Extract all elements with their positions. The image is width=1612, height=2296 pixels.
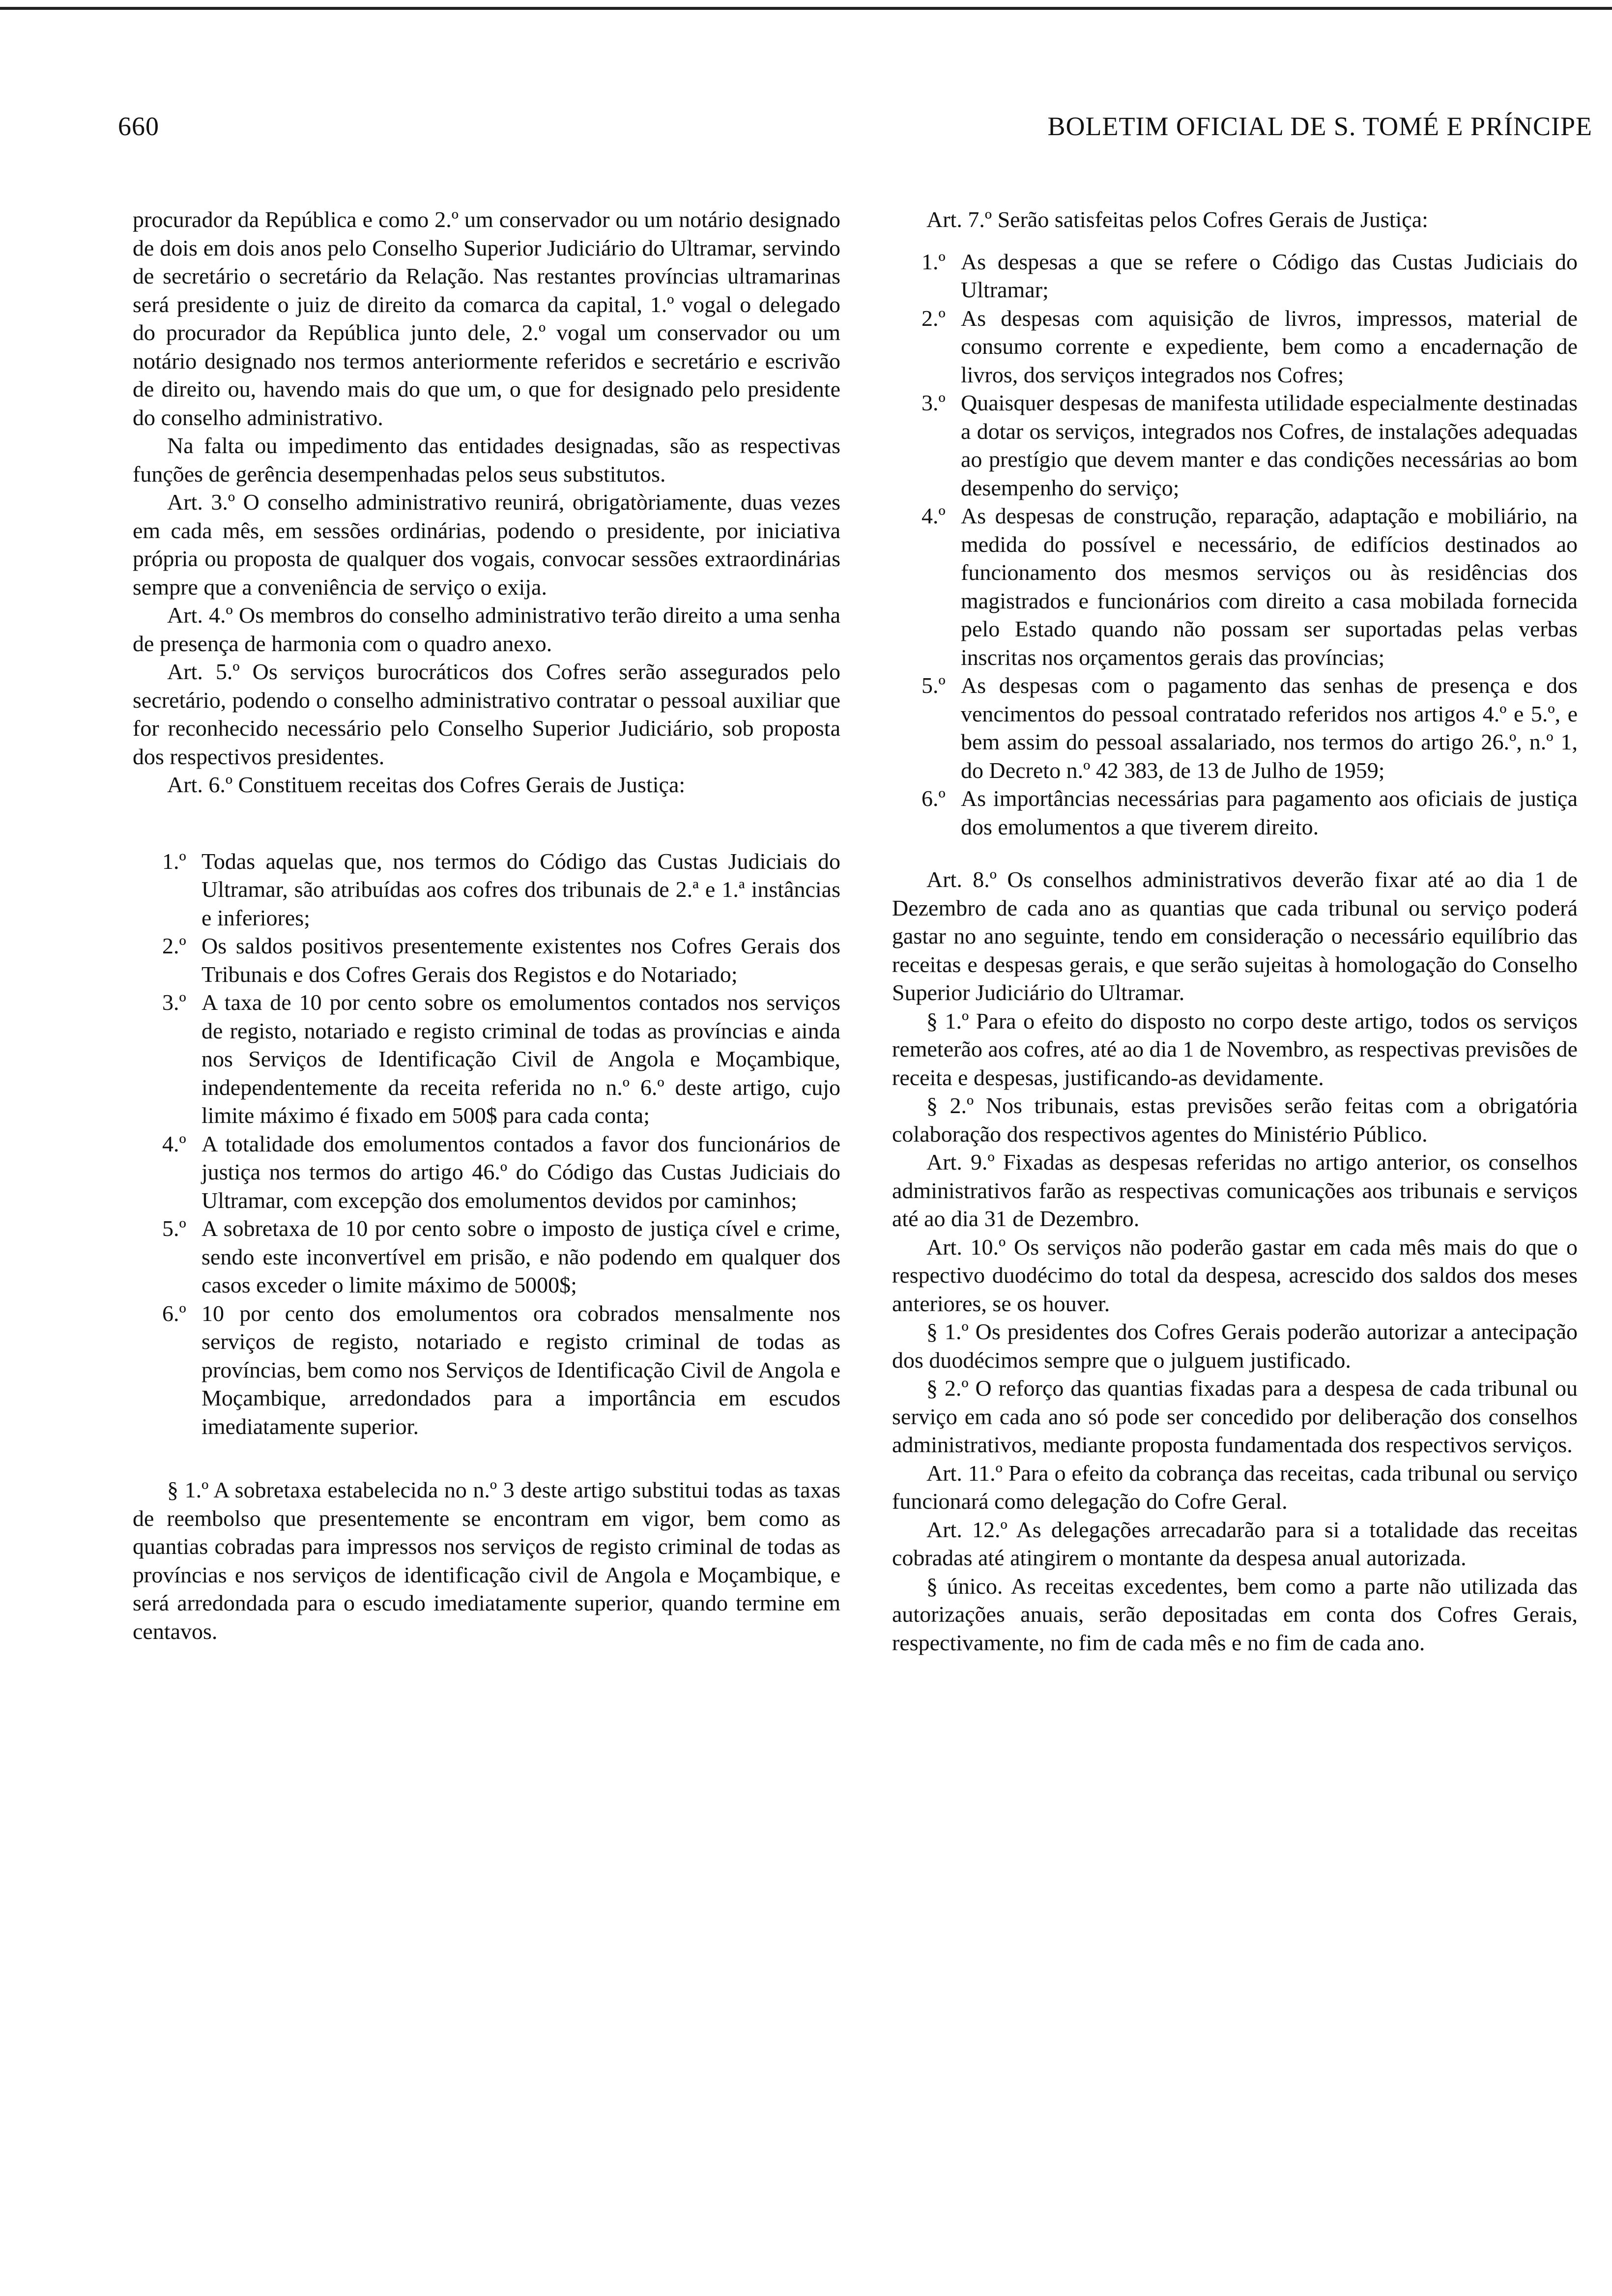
article-5: Art. 5.º Os serviços burocráticos dos Cofres serão assegurados pelo secretário, podendo o conselho administrativo contratar o pessoal auxiliar que for reconhecido necessário pelo Conselho Superior Judiciário, sob proposta dos respectivos presidentes. xyxy=(133,659,840,769)
article-10-paragraph-2: § 2.º O reforço das quantias fixadas para a despesa de cada tribunal ou serviço em cada ano só pode ser concedido por deliberação dos conselhos administrativos, mediante proposta fundamentada dos respectivos serviços. xyxy=(892,1376,1578,1457)
item-text: As despesas de construção, reparação, adaptação e mobiliário, na medida do possível e necessário, de edifícios destinados ao funcionamento dos mesmos serviços ou às residências dos magistrados e funcionários com direito a casa mobilada fornecida pelo Estado quando não possam ser suportadas pelas verbas inscritas nos orçamentos gerais das províncias; xyxy=(961,503,1578,670)
item-number: 6.º xyxy=(921,786,946,811)
article-6-paragraph-1: § 1.º A sobretaxa estabelecida no n.º 3 deste artigo substitui todas as taxas de reembolso que presentemente se encontram em vigor, bem como as quantias cobradas para impressos nos serviços de registo criminal de todas as províncias e nos serviços de identificação civil de Angola e Moçambique, e será arredondada para o escudo imediatamente superior, quando termine em centavos. xyxy=(133,1477,840,1644)
item-text: Quaisquer despesas de manifesta utilidade especialmente destinadas a dotar os serviços, integrados nos Cofres, de instalações adequadas ao prestígio que devem manter e das condições necessárias ao bom desempenho do serviço; xyxy=(961,390,1578,500)
item-number: 5.º xyxy=(921,673,946,698)
article-8: Art. 8.º Os conselhos administrativos deverão fixar até ao dia 1 de Dezembro de cada ano as quantias que cada tribunal ou serviço poderá gastar no ano seguinte, tendo em consideração o necessário equilíbrio das receitas e despesas gerais, e que serão sujeitas à homologação do Conselho Superior Judiciário do Ultramar. xyxy=(892,867,1578,1005)
article-12: Art. 12.º As delegações arrecadarão para si a totalidade das receitas cobradas até atingirem o montante da despesa anual autorizada. xyxy=(892,1517,1578,1570)
list-item xyxy=(892,389,1578,502)
list-item xyxy=(892,248,1578,304)
page-header xyxy=(118,111,1592,150)
article-7: Art. 7.º Serão satisfeitas pelos Cofres Gerais de Justiça: xyxy=(926,207,1428,232)
item-text: A taxa de 10 por cento sobre os emolumentos contados nos serviços de registo, notariado e registo criminal de todas as províncias e ainda nos Serviços de Identificação Civil de Angola e Moçambique, independentemente da receita referida no n.º 6.º deste artigo, cujo limite máximo é fixado em 500$ para cada conta; xyxy=(202,990,840,1128)
item-number: 4.º xyxy=(921,503,946,528)
item-text: A totalidade dos emolumentos contados a favor dos funcionários de justiça nos termos do artigo 46.º do Código das Custas Judiciais do Ultramar, com excepção dos emolumentos devidos por caminhos; xyxy=(202,1131,840,1213)
item-text: 10 por cento dos emolumentos ora cobrados mensalmente nos serviços de registo, notariado e registo criminal de todas as províncias, bem como nos Serviços de Identificação Civil de Angola e Moçambique, arredondados para a importância em escudos imediatamente superior. xyxy=(202,1300,840,1439)
item-text: As despesas a que se refere o Código das Custas Judiciais do Ultramar; xyxy=(961,249,1578,302)
item-number: 2.º xyxy=(162,933,186,958)
item-text: As importâncias necessárias para pagamento aos oficiais de justiça dos emolumentos a que tiverem direito. xyxy=(961,786,1578,839)
article-3: Art. 3.º O conselho administrativo reunirá, obrigatòriamente, duas vezes em cada mês, em sessões ordinárias, podendo o presidente, por iniciativa própria ou proposta de qualquer dos vogais, convocar sessões extraordinárias sempre que a conveniência de serviço o exija. xyxy=(133,489,840,600)
paragraph-substitutes: Na falta ou impedimento das entidades designadas, são as respectivas funções de gerência desempenhadas pelos seus substitutos. xyxy=(133,433,840,487)
list-item xyxy=(892,671,1578,784)
item-text: As despesas com o pagamento das senhas de presença e dos vencimentos do pessoal contratado referidos nos artigos 4.º e 5.º, e bem assim do pessoal assalariado, nos termos do artigo 26.º, n.º 1, do Decreto n.º 42 383, de 13 de Julho de 1959; xyxy=(961,673,1578,783)
list-item xyxy=(133,1214,840,1299)
article-8-paragraph-1: § 1.º Para o efeito do disposto no corpo deste artigo, todos os serviços remeterão aos cofres, até ao dia 1 de Novembro, as respectivas previsões de receita e despesas, justificando-as devidamente. xyxy=(892,1008,1578,1090)
publication-title: BOLETIM OFICIAL DE S. TOMÉ E PRÍNCIPE xyxy=(1047,112,1592,141)
article-6-list xyxy=(133,847,840,1441)
list-item xyxy=(133,1299,840,1441)
list-item xyxy=(892,784,1578,841)
right-column xyxy=(892,205,1578,1657)
article-9: Art. 9.º Fixadas as despesas referidas no artigo anterior, os conselhos administrativos farão as respectivas comunicações aos tribunais e serviços até ao dia 31 de Dezembro. xyxy=(892,1149,1578,1231)
list-item xyxy=(133,988,840,1130)
item-number: 2.º xyxy=(921,305,946,331)
item-number: 1.º xyxy=(162,848,186,874)
item-text: Todas aquelas que, nos termos do Código das Custas Judiciais do Ultramar, são atribuídas aos cofres dos tribunais de 2.ª e 1.ª instâncias e inferiores; xyxy=(202,848,840,930)
item-text: As despesas com aquisição de livros, impressos, material de consumo corrente e expediente, bem como a encadernação de livros, dos serviços integrados nos Cofres; xyxy=(961,305,1578,387)
item-number: 5.º xyxy=(162,1216,186,1241)
page-number: 660 xyxy=(118,112,159,141)
article-8-paragraph-2: § 2.º Nos tribunais, estas previsões serão feitas com a obrigatória colaboração dos respectivos agentes do Ministério Público. xyxy=(892,1093,1578,1147)
list-item xyxy=(133,1130,840,1215)
list-item xyxy=(892,304,1578,389)
top-rule xyxy=(0,7,1612,10)
list-item xyxy=(892,502,1578,671)
article-6: Art. 6.º Constituem receitas dos Cofres Gerais de Justiça: xyxy=(167,772,686,797)
item-number: 3.º xyxy=(921,390,946,415)
paragraph-continued: procurador da República e como 2.º um conservador ou um notário designado de dois em dois anos pelo Conselho Superior Judiciário do Ultramar, servindo de secretário o secretário da Relação. Nas restantes províncias ultramarinas será presidente o juiz de direito da comarca da capital, 1.º vogal o delegado do procurador da República junto dele, 2.º vogal um conservador ou um notário designado nos termos anteriormente referidos e secretário e escrivão de direito ou, havendo mais do que um, o que for designado pelo presidente do conselho administrativo. xyxy=(133,207,840,430)
left-column xyxy=(133,205,840,1645)
item-text: A sobretaxa de 10 por cento sobre o imposto de justiça cível e crime, sendo este inconvertível em prisão, e não podendo em qualquer dos casos exceder o limite máximo de 5000$; xyxy=(202,1216,840,1297)
item-text: Os saldos positivos presentemente existentes nos Cofres Gerais dos Tribunais e dos Cofres Gerais dos Registos e do Notariado; xyxy=(202,933,840,987)
item-number: 4.º xyxy=(162,1131,186,1156)
item-number: 3.º xyxy=(162,990,186,1015)
article-10: Art. 10.º Os serviços não poderão gastar em cada mês mais do que o respectivo duodécimo do total da despesa, acrescido dos saldos dos meses anteriores, se os houver. xyxy=(892,1234,1578,1316)
article-12-sole-paragraph: § único. As receitas excedentes, bem como a parte não utilizada das autorizações anuais, serão depositadas em conta dos Cofres Gerais, respectivamente, no fim de cada mês e no fim de cada ano. xyxy=(892,1573,1578,1655)
list-item xyxy=(133,847,840,932)
item-number: 6.º xyxy=(162,1300,186,1326)
article-11: Art. 11.º Para o efeito da cobrança das receitas, cada tribunal ou serviço funcionará como delegação do Cofre Geral. xyxy=(892,1460,1578,1514)
article-7-list xyxy=(892,248,1578,841)
item-number: 1.º xyxy=(921,249,946,274)
article-10-paragraph-1: § 1.º Os presidentes dos Cofres Gerais poderão autorizar a antecipação dos duodécimos sempre que o julguem justificado. xyxy=(892,1319,1578,1373)
list-item xyxy=(133,932,840,988)
article-4: Art. 4.º Os membros do conselho administrativo terão direito a uma senha de presença de harmonia com o quadro anexo. xyxy=(133,603,840,656)
